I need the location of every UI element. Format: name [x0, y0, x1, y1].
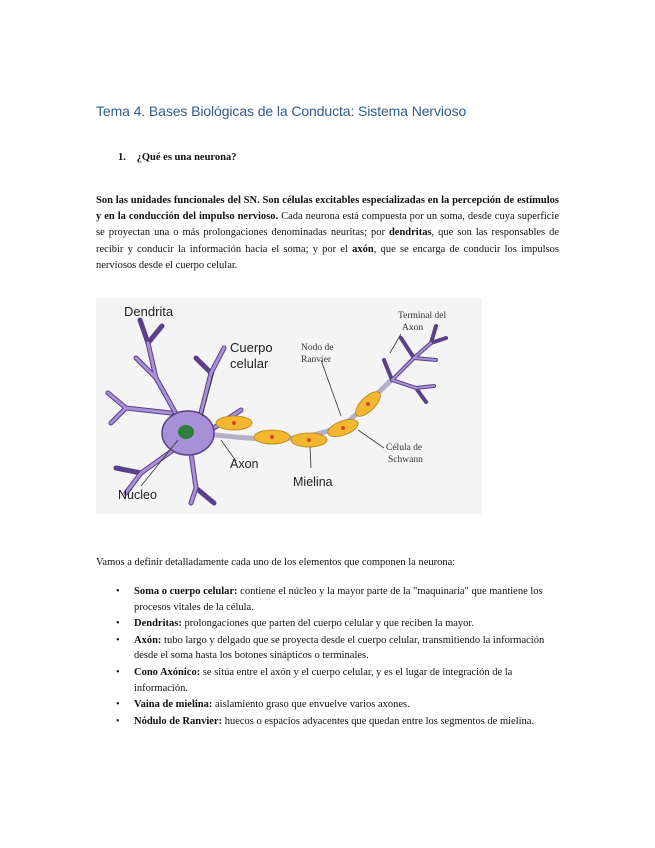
- page-title: Tema 4. Bases Biológicas de la Conducta: Sistema Nervioso: [96, 103, 467, 119]
- axon-terminal: [384, 326, 446, 402]
- item-text: prolongaciones que parten del cuerpo celular y que reciben la mayor.: [181, 618, 474, 630]
- intro-text-2: , que son las responsables de recibir y conducir la información hacia el soma; y por el: [96, 227, 559, 255]
- intro-bold-definition: Son las unidades funcionales del SN. Son células excitables especializadas en la percepción de estímulos y en la conducción del impulso nervioso.: [96, 195, 559, 223]
- item-term: Soma o cuerpo celular:: [134, 586, 238, 597]
- neuron-diagram: [96, 298, 482, 514]
- label-terminal-2: Axon: [402, 323, 424, 333]
- label-celula-1: Célula de: [386, 443, 423, 453]
- label-dendrita: Dendrita: [124, 304, 174, 319]
- bullet-icon: •: [116, 666, 120, 678]
- list-item: [116, 697, 560, 713]
- item-term: Nódulo de Ranvier:: [134, 715, 223, 727]
- intro-text-1: Cada neurona está compuesta por un soma, desde cuya superficie se proyectan una o más prolongaciones denominadas neuritas; por: [96, 211, 560, 239]
- item-text: tubo largo y delgado que se proyecta desde el cuerpo celular, transmitiendo la información desde el soma hasta los botones sinápticos o terminales.: [134, 634, 545, 662]
- neuron-illustration: [96, 298, 482, 514]
- list-item: [116, 633, 560, 664]
- bullet-icon: •: [116, 586, 120, 597]
- bullet-icon: •: [116, 715, 120, 727]
- label-nodo-2: Ranvier: [301, 355, 332, 365]
- list-intro: Vamos a definir detalladamente cada uno de los elementos que componen la neurona:: [96, 557, 456, 568]
- label-cuerpo-1: Cuerpo: [230, 340, 273, 355]
- label-nodo-1: Nodo de: [301, 343, 334, 353]
- list-item: [116, 665, 560, 696]
- question-heading: [118, 152, 237, 163]
- item-term: Vaina de mielina:: [134, 699, 213, 711]
- item-term: Dendritas:: [134, 618, 182, 630]
- label-terminal-1: Terminal del: [398, 311, 447, 321]
- intro-bold-axon: axón: [352, 243, 374, 255]
- list-item: [116, 584, 560, 615]
- item-term: Axón:: [134, 634, 162, 646]
- label-mielina: Mielina: [293, 475, 333, 489]
- question-number: 1.: [118, 152, 126, 163]
- label-nucleo: Núcleo: [118, 488, 157, 502]
- label-cuerpo-2: celular: [230, 356, 269, 371]
- item-term: Cono Axónico:: [134, 666, 201, 678]
- nucleus: [178, 425, 194, 439]
- intro-paragraph: [96, 193, 559, 274]
- item-text: huecos o espacios adyacentes que quedan entre los segmentos de mielina.: [222, 715, 535, 727]
- bullet-icon: •: [116, 618, 120, 630]
- list-item: [116, 616, 560, 632]
- bullet-icon: •: [116, 699, 120, 711]
- label-axon: Axon: [230, 457, 259, 471]
- question-text: ¿Qué es una neurona?: [136, 152, 237, 163]
- item-text: contiene el núcleo y la mayor parte de la "maquinaria" que mantiene los procesos vitales de la célula.: [134, 586, 543, 613]
- label-celula-2: Schwann: [388, 455, 423, 465]
- item-text: aislamiento graso que envuelve varios axones.: [212, 699, 410, 711]
- intro-bold-dendritas: dendritas: [388, 227, 432, 239]
- intro-text-3: , que se encarga de conducir los impulsos nerviosos desde el cuerpo celular.: [96, 243, 559, 271]
- item-text: se sitúa entre el axón y el cuerpo celular, y es el lugar de integración de la información.: [134, 666, 513, 694]
- list-item: [116, 714, 560, 730]
- bullet-icon: •: [116, 634, 120, 646]
- definitions-list: [116, 584, 560, 730]
